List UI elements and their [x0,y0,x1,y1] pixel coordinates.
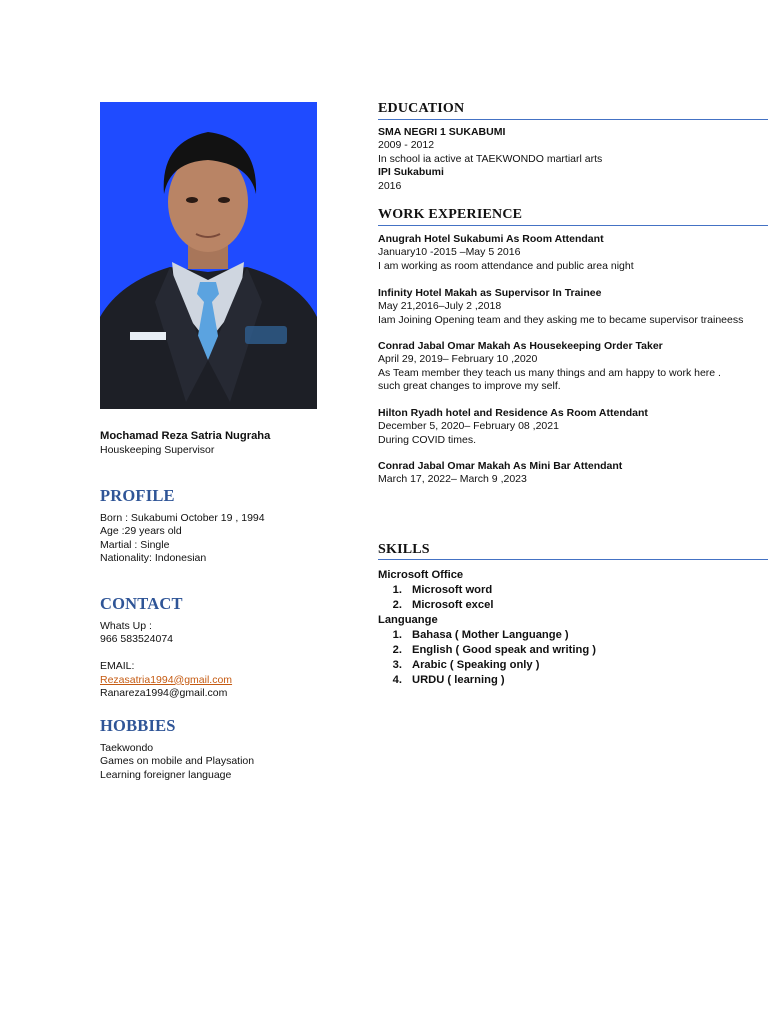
job-dates: April 29, 2019– February 10 ,2020 [378,353,538,366]
contact-heading: CONTACT [100,594,183,613]
job-dates: December 5, 2020– February 08 ,2021 [378,420,559,433]
profile-nationality: Nationality: Indonesian [100,552,207,565]
hobby-item: Games on mobile and Playsation [100,755,255,768]
job-dates: May 21,2016–July 2 ,2018 [378,300,502,313]
education-years: 2009 - 2012 [378,139,435,152]
skills-language-label: Languange [378,614,438,626]
work-entry [378,460,622,487]
work-entry [378,407,648,447]
language-item: 1. Bahasa ( Mother Languange ) [392,629,569,641]
job-title: Infinity Hotel Makah as Supervisor In Trainee [378,287,602,299]
hobbies-heading: HOBBIES [100,716,176,735]
language-item: 3. Arabic ( Speaking only ) [392,659,540,671]
job-description: such great changes to improve my self. [378,380,561,393]
education-school: SMA NEGRI 1 SUKABUMI [378,126,506,138]
candidate-title: Houskeeping Supervisor [100,444,215,456]
job-description: During COVID times. [378,433,477,446]
job-description: I am working as room attendance and public area night [378,259,634,272]
profile-born: Born : Sukabumi October 19 , 1994 [100,512,265,524]
job-title: Anugrah Hotel Sukabumi As Room Attendant [378,233,604,245]
job-description: Iam Joining Opening team and they asking me to became supervisor traineess [378,313,744,326]
skill-item: 1. Microsoft word [392,584,493,596]
skills-heading: SKILLS [378,542,430,557]
candidate-name: Mochamad Reza Satria Nugraha [100,430,271,442]
whatsapp-label: Whats Up : [100,620,152,632]
work-divider [378,225,768,226]
profile-photo [100,102,317,409]
work-entry [378,340,721,394]
education-divider [378,119,768,120]
skill-item: 2. Microsoft excel [392,599,494,611]
job-dates: March 17, 2022– March 9 ,2023 [378,473,527,486]
education-note: In school ia active at TAEKWONDO martiarl arts [378,152,603,165]
email-link-primary[interactable]: Rezasatria1994@gmail.com [100,673,233,686]
email-secondary: Ranareza1994@gmail.com [100,687,228,700]
education-years: 2016 [378,179,402,192]
language-item: 4. URDU ( learning ) [392,674,505,686]
profile-heading: PROFILE [100,486,175,505]
education-section [378,126,602,193]
language-item: 2. English ( Good speak and writing ) [392,644,596,656]
job-title: Hilton Ryadh hotel and Residence As Room Attendant [378,407,648,419]
whatsapp-number: 966 583524074 [100,633,173,646]
education-school: IPI Sukabumi [378,166,444,179]
job-dates: January10 -2015 –May 5 2016 [378,246,521,259]
hobby-item: Taekwondo [100,742,154,754]
profile-details [100,512,265,566]
job-title: Conrad Jabal Omar Makah As Housekeeping Order Taker [378,340,663,352]
profile-age: Age :29 years old [100,525,182,538]
hobby-item: Learning foreigner language [100,768,232,781]
job-title: Conrad Jabal Omar Makah As Mini Bar Attendant [378,460,623,472]
work-entry [378,287,743,327]
hobbies-list [100,742,254,782]
portrait-image [100,102,317,409]
skills-divider [378,559,768,560]
work-heading: WORK EXPERIENCE [378,207,523,222]
skills-section [378,568,596,688]
job-description: As Team member they teach us many things and am happy to work here . [378,366,721,379]
education-heading: EDUCATION [378,101,465,116]
work-entry [378,233,634,273]
email-label: EMAIL: [100,660,135,673]
contact-details [100,620,232,700]
skills-office-label: Microsoft Office [378,569,464,581]
profile-marital: Martial : Single [100,538,170,551]
